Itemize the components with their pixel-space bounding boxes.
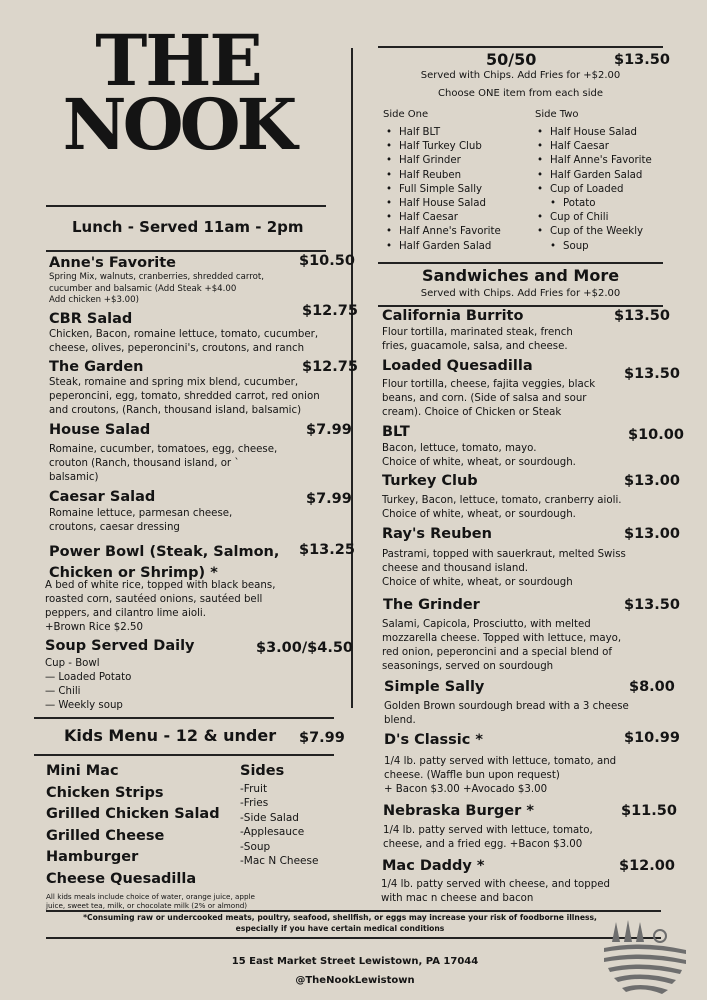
kids-sides-title: Sides [240,763,285,779]
kids-price: $7.99 [299,730,345,746]
item-price: $10.50 [299,253,355,269]
sandwiches-header: Sandwiches and More [421,266,620,285]
lunch-header: Lunch - Served 11am - 2pm [72,218,304,236]
item-price: $13.50 [624,597,680,613]
item-price: $7.99 [306,422,352,438]
item-description: Turkey, Bacon, lettuce, tomato, cranberry aioli. Choice of white, wheat, or sourdough. [382,495,622,520]
item-description: 1/4 lb. patty served with cheese, and topped with mac n cheese and bacon [381,879,610,904]
side-two-title: Side Two [535,109,579,120]
item-name: Ray's Reuben [382,526,492,542]
side-one-list: • Half BLT • Half Turkey Club • Half Grinder • Half Reuben • Full Simple Sally • Half House Salad • Half Caesar • Half Anne's Favorite • Half Garden Salad [386,126,501,254]
item-price: $7.99 [306,491,352,507]
item-name: The Garden [49,359,144,375]
brand-title-the: THE [95,19,261,102]
item-name: The Grinder [383,597,480,613]
item-price: $13.50 [614,308,670,324]
item-name: Turkey Club [382,473,478,489]
item-name: Soup Served Daily [45,638,195,654]
fifty-fifty-choose: Choose ONE item from each side [438,88,603,99]
item-price: $3.00/$4.50 [256,640,354,656]
item-price: $12.75 [302,303,358,319]
farm-field-logo-icon [602,918,690,996]
divider [378,262,663,264]
item-name: CBR Salad [49,311,133,327]
divider [46,205,326,207]
item-name: Mac Daddy * [382,858,485,874]
item-price: $10.99 [624,730,680,746]
item-description: Steak, romaine and spring mix blend, cucumber, peperoncini, egg, tomato, shredded carrot, red onion and croutons, (Ranch, thousand island, balsamic) [49,377,320,416]
item-description: Salami, Capicola, Prosciutto, with melted mozzarella cheese. Topped with lettuce, mayo, red onion, peperoncini and a special blend of seasonings, served on sourdough [382,619,622,672]
footer-social: @TheNookLewistown [295,975,415,986]
kids-items: Mini Mac Chicken Strips Grilled Chicken Salad Grilled Cheese Hamburger Cheese Quesadilla [46,763,220,887]
item-description: 1/4 lb. patty served with lettuce, tomato, cheese, and a fried egg. +Bacon $3.00 [383,825,593,850]
item-description: A bed of white rice, topped with black beans, roasted corn, sautéed onions, sautéed bell peppers, and cilantro lime aioli. +Brown Rice $2.50 [45,580,276,633]
side-two-list: • Half House Salad • Half Caesar • Half Anne's Favorite • Half Garden Salad • Cup of Loaded • Potato • Cup of Chili • Cup of the Weekly • Soup [537,126,652,254]
item-price: $13.00 [624,473,680,489]
item-name: California Burrito [382,308,524,324]
item-description: 1/4 lb. patty served with lettuce, tomato, and cheese. (Waffle bun upon request) + Bacon $3.00 +Avocado $3.00 [384,756,617,795]
divider [46,937,661,939]
item-price: $12.00 [619,858,675,874]
divider [34,754,334,756]
item-price: $8.00 [629,679,675,695]
fifty-fifty-title: 50/50 [486,50,537,69]
item-price: $13.25 [299,542,355,558]
divider [34,717,334,719]
item-price: $13.00 [624,526,680,542]
item-description: Flour tortilla, cheese, fajita veggies, black beans, and corn. (Side of salsa and sour cream). Choice of Chicken or Steak [382,379,596,418]
item-name: D's Classic * [384,732,484,748]
fifty-fifty-subtitle: Served with Chips. Add Fries for +$2.00 [420,70,621,81]
divider [46,250,326,252]
divider [378,46,663,48]
item-price: $11.50 [621,803,677,819]
item-price: $12.75 [302,359,358,375]
item-description: Chicken, Bacon, romaine lettuce, tomato, cucumber, cheese, olives, peperoncini's, croutons, and ranch [49,329,319,354]
item-name: Simple Sally [384,679,485,695]
item-description: Pastrami, topped with sauerkraut, melted Swiss cheese and thousand island. Choice of white, wheat, or sourdough [382,549,626,588]
item-description: Romaine lettuce, parmesan cheese, croutons, caesar dressing [49,508,233,533]
footer-address: 15 East Market Street Lewistown, PA 17044 [231,956,479,967]
divider [378,305,663,307]
brand-title-nook: NOOK [62,83,294,166]
item-description: Spring Mix, walnuts, cranberries, shredded carrot, cucumber and balsamic (Add Steak +$4.00 Add chicken +$3.00) [49,272,264,305]
kids-note: All kids meals include choice of water, orange juice, apple juice, sweet tea, milk, or chocolate milk (2% or almond) [46,892,255,910]
item-description: Golden Brown sourdough bread with a 3 cheese blend. [384,701,629,726]
soup-options: Cup - Bowl — Loaded Potato — Chili — Weekly soup [45,658,132,711]
item-name: Caesar Salad [49,489,156,505]
item-price: $10.00 [628,427,684,443]
kids-menu-header: Kids Menu - 12 & under [64,726,277,745]
side-one-title: Side One [383,109,429,120]
item-name: Loaded Quesadilla [382,358,533,374]
item-name: House Salad [49,422,151,438]
item-price: $13.50 [624,366,680,382]
kids-sides-list: -Fruit -Fries -Side Salad -Applesauce -Soup -Mac N Cheese [240,783,319,868]
item-name: Nebraska Burger * [383,803,534,819]
disclaimer: *Consuming raw or undercooked meats, poultry, seafood, shellfish, or eggs may increase your risk of foodborne illness, especially if you have certain medical conditions [83,913,597,933]
sandwiches-subtitle: Served with Chips. Add Fries for +$2.00 [420,288,621,299]
item-name: BLT [382,424,410,440]
item-name: Anne's Favorite [49,255,176,271]
item-name: Power Bowl (Steak, Salmon, Chicken or Shrimp) * [49,544,280,581]
item-description: Bacon, lettuce, tomato, mayo. Choice of white, wheat, or sourdough. [382,443,576,468]
fifty-fifty-price: $13.50 [614,52,670,68]
item-description: Romaine, cucumber, tomatoes, egg, cheese, crouton (Ranch, thousand island, or ` balsamic) [49,444,278,483]
column-divider [351,48,353,708]
item-description: Flour tortilla, marinated steak, french fries, guacamole, salsa, and cheese. [382,327,573,352]
